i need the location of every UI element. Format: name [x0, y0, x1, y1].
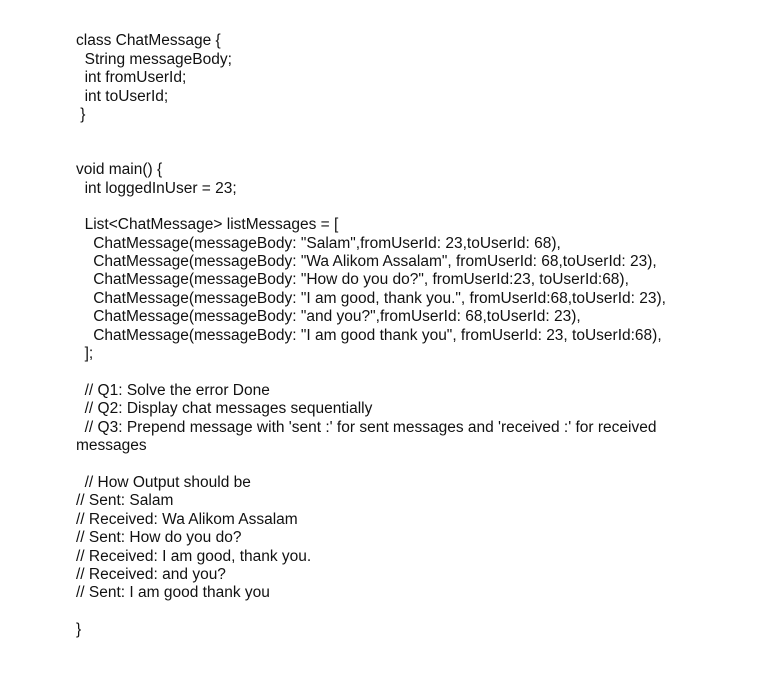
- code-line: ChatMessage(messageBody: "and you?",fromUserId: 68,toUserId: 23),: [76, 308, 581, 325]
- output-line: // Received: Wa Alikom Assalam: [76, 511, 298, 528]
- code-line: ];: [76, 345, 94, 362]
- output-line: // Received: I am good, thank you.: [76, 548, 312, 565]
- code-line: ChatMessage(messageBody: "I am good, thank you.", fromUserId:68,toUserId: 23),: [76, 290, 666, 307]
- code-line: class ChatMessage {: [76, 32, 221, 49]
- code-line: void main() {: [76, 161, 163, 178]
- code-line: List<ChatMessage> listMessages = [: [76, 216, 339, 233]
- code-line: ChatMessage(messageBody: "How do you do?", fromUserId:23, toUserId:68),: [76, 271, 629, 288]
- code-line: ChatMessage(messageBody: "Salam",fromUserId: 23,toUserId: 68),: [76, 235, 561, 252]
- output-line: // Received: and you?: [76, 566, 226, 583]
- comment-line: // Q1: Solve the error Done: [76, 382, 270, 399]
- code-line: String messageBody;: [76, 51, 232, 68]
- code-line: int loggedInUser = 23;: [76, 180, 237, 197]
- code-line: ChatMessage(messageBody: "Wa Alikom Assalam", fromUserId: 68,toUserId: 23),: [76, 253, 657, 270]
- output-line: // Sent: I am good thank you: [76, 584, 270, 601]
- code-line: ChatMessage(messageBody: "I am good thank you", fromUserId: 23, toUserId:68),: [76, 327, 662, 344]
- code-line: }: [76, 106, 86, 123]
- comment-line: messages: [76, 437, 147, 454]
- output-line: // Sent: Salam: [76, 492, 174, 509]
- comment-line: // How Output should be: [76, 474, 251, 491]
- output-line: // Sent: How do you do?: [76, 529, 242, 546]
- comment-line: // Q3: Prepend message with 'sent :' for sent messages and 'received :' for received: [76, 419, 657, 436]
- code-line: int fromUserId;: [76, 69, 187, 86]
- code-line: }: [76, 621, 82, 638]
- comment-line: // Q2: Display chat messages sequentially: [76, 400, 373, 417]
- code-line: int toUserId;: [76, 88, 169, 105]
